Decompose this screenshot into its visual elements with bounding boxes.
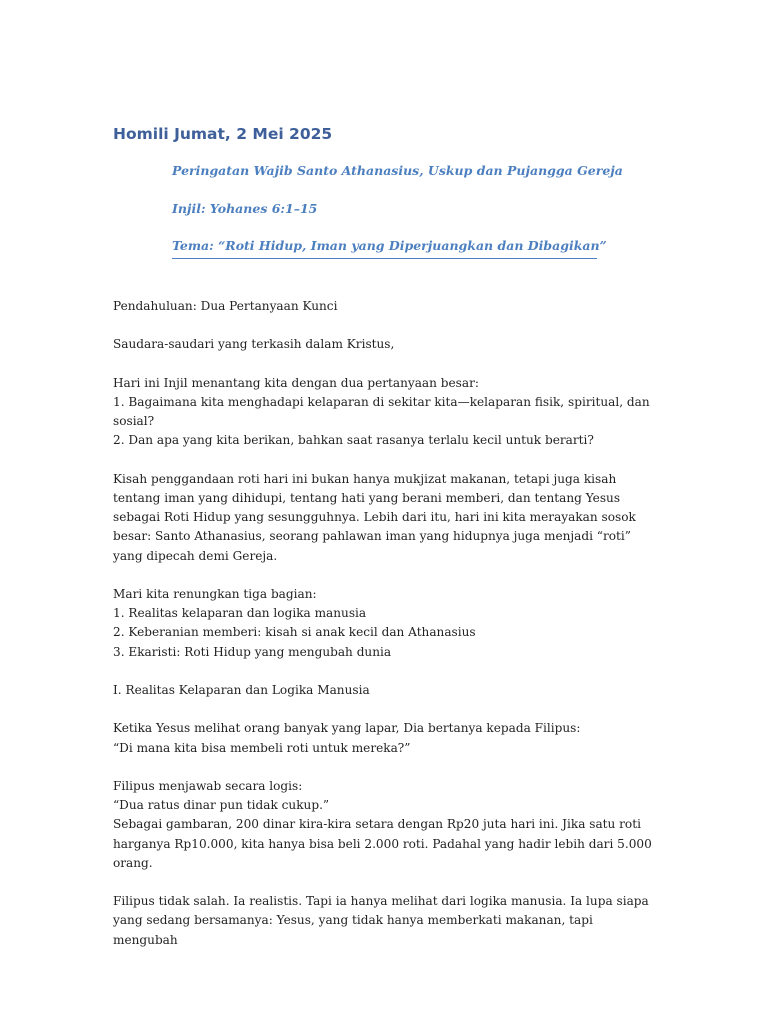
list-item: 2. Keberanian memberi: kisah si anak kecil dan Athanasius	[113, 625, 476, 640]
question-item: 2. Dan apa yang kita berikan, bahkan saat rasanya terlalu kecil untuk berarti?	[113, 433, 594, 448]
document-body	[113, 297, 658, 950]
paragraph: Kisah penggandaan roti hari ini bukan hanya mukjizat makanan, tetapi juga kisah tentang iman yang dihidupi, tentang hati yang berani memberi, dan tentang Yesus sebagai Roti Hidup yang sesungguhnya. Lebih dari itu, hari ini kita merayakan sosok besar: Santo Athanasius, seorang pahlawan iman yang hidupnya juga menjadi “roti” yang dipecah demi Gereja.	[113, 471, 636, 563]
paragraph: Ketika Yesus melihat orang banyak yang lapar, Dia bertanya kepada Filipus:	[113, 721, 581, 736]
quote: “Dua ratus dinar pun tidak cukup.”	[113, 798, 330, 813]
occasion-subtitle: Peringatan Wajib Santo Athanasius, Uskup dan Pujangga Gereja	[172, 163, 623, 178]
gospel-reference: Injil: Yohanes 6:1–15	[172, 201, 318, 216]
question-item: 1. Bagaimana kita menghadapi kelaparan di sekitar kita—kelaparan fisik, spiritual, dan sosial?	[113, 394, 650, 429]
theme-subtitle: Tema: “Roti Hidup, Iman yang Diperjuangkan dan Dibagikan”	[172, 238, 607, 253]
paragraph: Filipus menjawab secara logis:	[113, 778, 303, 793]
paragraph: Sebagai gambaran, 200 dinar kira-kira setara dengan Rp20 juta hari ini. Jika satu roti harganya Rp10.000, kita hanya bisa beli 2.000 roti. Padahal yang hadir lebih dari 5.000 orang.	[113, 817, 652, 870]
paragraph: Hari ini Injil menantang kita dengan dua pertanyaan besar:	[113, 375, 479, 390]
paragraph: Filipus tidak salah. Ia realistis. Tapi ia hanya melihat dari logika manusia. Ia lupa siapa yang sedang bersamanya: Yesus, yang tidak hanya memberkati makanan, tapi mengubah	[113, 894, 649, 947]
header-divider	[172, 258, 597, 259]
salutation: Saudara-saudari yang terkasih dalam Kristus,	[113, 337, 395, 352]
list-item: 3. Ekaristi: Roti Hidup yang mengubah dunia	[113, 644, 392, 659]
section-heading-1: I. Realitas Kelaparan dan Logika Manusia	[113, 682, 370, 697]
list-item: 1. Realitas kelaparan dan logika manusia	[113, 606, 367, 621]
paragraph: Mari kita renungkan tiga bagian:	[113, 586, 317, 601]
section-heading-intro: Pendahuluan: Dua Pertanyaan Kunci	[113, 299, 338, 313]
page-title: Homili Jumat, 2 Mei 2025	[113, 125, 333, 143]
quote: “Di mana kita bisa membeli roti untuk mereka?”	[113, 740, 411, 755]
